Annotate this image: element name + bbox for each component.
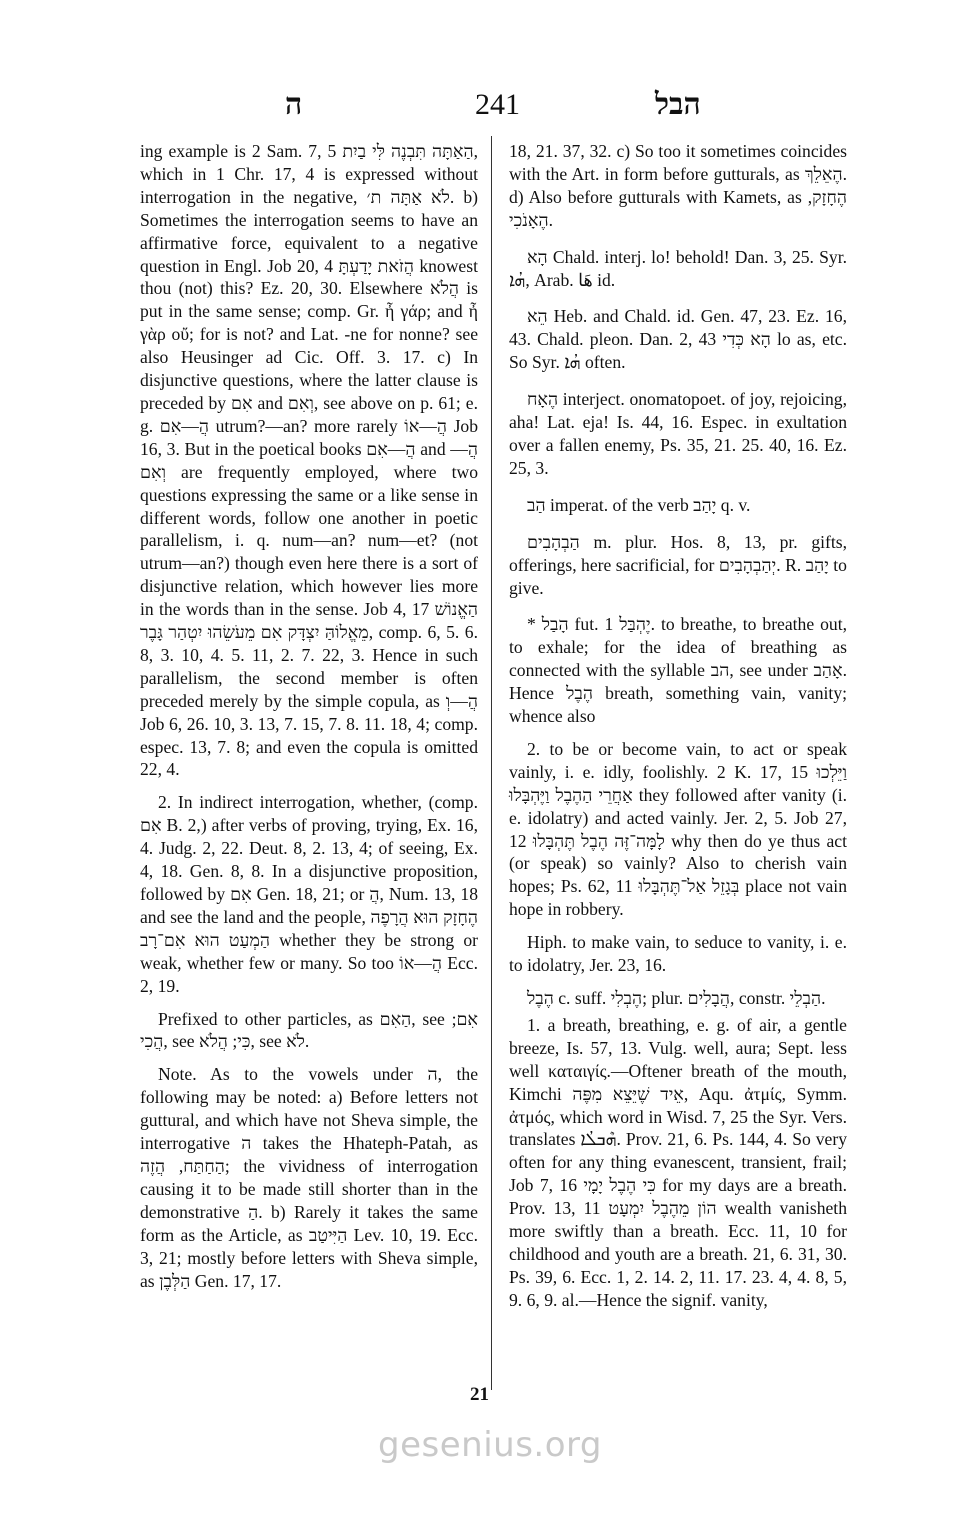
- left-paragraph-note: Note. As to the vowels under ה, the following may be noted: a) Before letters not guttural, and which have not Sheva simple, the interrogative ה takes the Hhateph-Patah, as הַחַתַּח, הֲזֶה; the vividness of interrogation causing it to be made still shorter than in the demonstrative הַ. b) Rarely it takes the same form as the Article, as הַיִּיטַב Lev. 10, 19. Ecc. 3, 21; mostly before letters with Sheva simple, as הַלְּבֶן Gen. 17, 17.: [140, 1064, 479, 1291]
- left-paragraph-2: 2. In indirect interrogation, whether, (comp. אִם B. 2,) after verbs of proving, trying, Ex. 16, 4. Judg. 2, 22. Deut. 8, 2. 13, 4; of seeing, Ex. 4, 18. Gen. 8, 8. In a disjunctive proposition, followed by אִם Gen. 18, 21; or הֲ, Num. 13, 18 and see the land and the people, הֶחָזָק הוּא הֲרָפֶה הַמְעַט הוּא אִם־רָב whether they be strong or weak, whether few or many. So too הֲ—אוֹ Ecc. 2, 19.: [140, 792, 478, 996]
- entry-he-heb: הֵא Heb. and Chald. id. Gen. 47, 23. Ez. 16, 43. Chald. pleon. Dan. 2, 43 הָא כְּדִי lo as, etc. So Syr. ܗܳܐ often.: [509, 306, 847, 373]
- page-number: 241: [475, 88, 520, 121]
- header-left-letter: ה: [285, 88, 303, 121]
- right-paragraph-1: 18, 21. 37, 32. c) So too it sometimes coincides with the Art. in form before gutturals, as הֶאֵלֵךְ. d) Also before gutturals with Kamets, as הֶחָזָק, הֶאָנֹכִי.: [509, 141, 847, 230]
- header-right-headword: הבל: [655, 88, 701, 121]
- entry-hevel-sense-1: 1. a breath, breathing, e. g. of air, a gentle breeze, Is. 57, 13. Vulg. well, aura; Sept. less well καταιγίς.—Oftener breath of the mouth, Kimchi אֵיד שֶׁיֵּצֵא מִפֶּה, Aqu. ἀτμίς, Symm. ἀτμός, which word in Wisd. 7, 25 the Syr. Vers. translates ܗܶܒܠܳܐ. Prov. 21, 6. Ps. 144, 4. So very often for any thing evanescent, transient, frail; Job 7, 16 כִּי הֶבֶל יָמָי for my days are a breath. Prov. 13, 11 הוֹן מֵהֶבֶל יִמְעָט wealth vanisheth more swiftly than a breath. Ecc. 11, 10 for childhood and youth are a breath. 21, 6. 31, 30. Ps. 39, 6. Ecc. 1, 2. 14. 2, 11. 17. 23. 4, 4. 8, 5, 9. 6, 9. al.—Hence the signif. vanity,: [509, 1014, 848, 1310]
- left-paragraph-1: ing example is 2 Sam. 7, 5 הַאַתָּה תִּבְנֶה לִּי בַיִת, which in 1 Chr. 17, 4 is expressed without interrogation in the negative, לֹא אַתָּה ת׳. b) Sometimes the interrogation seems to have an affirmative force, equivalent to a negative question in Engl. Job 20, 4 הֲזֹאת יָדַעְתָּ knowest thou (not) this? Ez. 20, 30. Elsewhere הֲלֹא is put in the same sense; comp. Gr. ἦ γάρ; and ἦ γὰρ οὔ; for is not? and Lat. -ne for nonne? see also Heusinger ad Cic. Off. 3. 17. c) In disjunctive questions, where the latter clause is preceded by אִם and וְאִם, see above on p. 61; e. g. הֲ—אִם utrum?—an? more rarely הֲ—אוֹ Job 16, 3. But in the poetical books הֲ—אִם and הֲ—וְאִם are frequently employed, where two questions expressing the same or a like sense in different words, follow one another in poetic parallelism, i. q. num—an? num—et? (not utrum—an?) though even here there is a sort of disjunctive relation, which however lies more in the words than in the sense. Job 4, 17 הַאֱנוֹשׁ מֵאֱלוֹהַּ יִצְדָּק אִם מֵעֹשֵׂהוּ יִטְהַר גָּבֶר, comp. 6, 5. 6. 8, 3. 10, 4. 5. 11, 2. 7. 22, 3. Hence in such parallelism, the second member is often preceded merely by the simple copula, as הֲ—וְ Job 6, 26. 10, 3. 13, 7. 15, 7. 8. 11. 18, 4; comp. espec. 13, 7. 8; and even the copula is omitted 22, 4.: [140, 141, 479, 780]
- running-header: [0, 88, 980, 128]
- right-column: [509, 140, 847, 1312]
- entry-haval-sense-2: 2. to be or become vain, to act or speak vainly, i. e. idly, foolishly. 2 K. 17, 15 וַיֵּלְכוּ אַחֲרֵי הַהֶבֶל וַיֶּהְבָּלוּ they followed after vanity (i. e. idolatry) and acted vainly. Jer. 2, 5. Job 27, 12 לָמָּה־זֶּה הֶבֶל תֶּהְבָּלוּ why then do ye thus act (or speak) so vainly? Also to cherish vain hopes; Ps. 62, 11 בְּגָזֵל אַל־תֶּהְבָּלוּ place not vain hope in robbery.: [509, 738, 848, 920]
- entry-hevel-noun: הֶבֶל c. suff. הֶבְלִי; plur. הֲבָלִים, constr. הַבְלֵי.: [527, 988, 826, 1008]
- entry-havhavim: הַבְהָבִים m. plur. Hos. 8, 13, pr. gifts, offerings, here sacrificial, for יְהַבְהָבִים. R. יָהַב to give.: [509, 531, 847, 598]
- left-paragraph-3: Prefixed to other particles, as הַאִם, see אִם; הֲכִי, see כִּי; הֲלֹא, see לֹא.: [140, 1008, 478, 1052]
- entry-ha-chald: הָא Chald. interj. lo! behold! Dan. 3, 25. Syr. ܗܳܐ, Arab. هَا id.: [509, 246, 847, 290]
- left-column: [140, 140, 478, 1292]
- signature-mark: 21: [470, 1384, 489, 1405]
- entry-hav: הַב imperat. of the verb יָהַב q. v.: [527, 494, 751, 515]
- watermark-text: gesenius.org: [378, 1425, 602, 1465]
- entry-haval-hiphil: Hiph. to make vain, to seduce to vanity, i. e. to idolatry, Jer. 23, 16.: [509, 932, 847, 976]
- entry-haval-verb: * הָבַל fut. יֶהְבַּל 1. to breathe, to breathe out, to exhale; for the idea of breathing as connected with the syllable הב, see under אָהַב. Hence הֶבֶל breath, something vain, vanity; whence also: [509, 614, 848, 727]
- column-divider: [491, 136, 492, 1390]
- entry-heach: הֶאָח interject. onomatopoet. of joy, rejoicing, aha! Lat. eja! Is. 44, 16. Espec. in exultation over a fallen enemy, Ps. 35, 21. 25. 40, 16. Ez. 25, 3.: [509, 389, 847, 478]
